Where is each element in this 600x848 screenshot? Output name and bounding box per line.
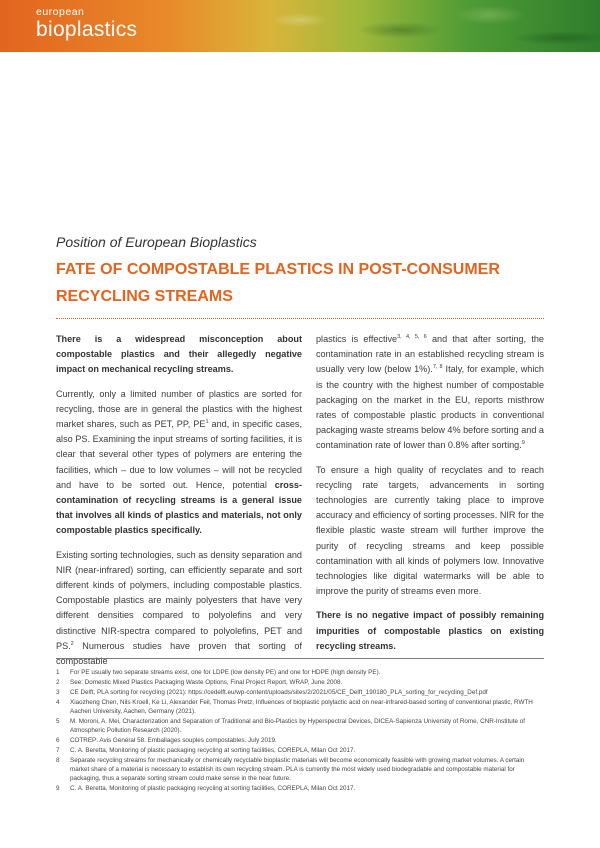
footnote — [56, 746, 544, 755]
footnote — [56, 717, 544, 735]
footnote-text: See: Domestic Mixed Plastics Packaging Waste Options, Final Project Report, WRAP, June 2008. — [70, 679, 343, 686]
footnote-text: C. A. Beretta, Monitoring of plastic packaging recycling at sorting facilities, COREPLA, Milan Oct 2017. — [70, 747, 356, 754]
logo-line2: bioplastics — [36, 18, 138, 41]
footnote-text: COTREP: Avis Général 58. Emballages souples compostables. July 2019. — [70, 737, 277, 744]
footnote — [56, 678, 544, 687]
footnote-number: 7 — [56, 747, 60, 754]
paragraph-technologies — [56, 548, 302, 670]
doc-subtitle: Position of European Bioplastics — [56, 234, 257, 250]
paragraph-effective — [316, 332, 544, 454]
text-run: Currently, only a limited number of plastics are sorted for recycling, those are in general the plastics with the highest market shares, such as PET, PP, PE — [56, 388, 302, 430]
paragraph-quality: To ensure a high quality of recyclates and to reach recycling rate targets, advancements in sorting technologies are currently taking place to improve accuracy and efficiency of sorting processes. NIR for the flexible plastic waste stream will further improve the purity of recycling streams and keep possible contamination with all kinds of polymers low. Innovative technologies like digital watermarks will be able to improve the purity of streams even more. — [316, 464, 544, 597]
footnote-rule — [56, 658, 544, 659]
footnote-ref: 7, 8 — [432, 364, 443, 371]
intro-paragraph: There is a widespread misconception about compostable plastics and their allegedly negative impact on mechanical recycling streams. — [56, 334, 302, 375]
footnote-number: 1 — [56, 669, 60, 676]
footnote-number: 9 — [56, 785, 60, 792]
footnote-number: 2 — [56, 679, 60, 686]
title-divider — [56, 318, 544, 319]
leaves-image — [240, 0, 600, 52]
footnote-text: C. A. Beretta, Monitoring of plastic packaging recycling at sorting facilities, COREPLA, Milan Oct 2017. — [70, 785, 356, 792]
header-banner — [0, 0, 600, 52]
bold-run: cross-contamination of recycling streams is a general issue that involves all kinds of plastics and materials, not only compostable plastics specifically. — [56, 479, 302, 536]
footnote-text: For PE usually two separate streams exist, one for LDPE (low density PE) and one for HDPE (high density PE). — [70, 669, 381, 676]
footnote — [56, 756, 544, 783]
footnote — [56, 736, 544, 745]
footnote — [56, 668, 544, 677]
text-run: plastics is effective — [316, 334, 398, 344]
logo-line1: european — [36, 6, 85, 18]
paragraph-sorting — [56, 387, 302, 539]
footnote-number: 8 — [56, 757, 60, 764]
left-column — [56, 332, 302, 678]
conclusion-paragraph: There is no negative impact of possibly remaining impurities of compostable plastics on existing recycling streams. — [316, 610, 544, 651]
footnote-number: 5 — [56, 718, 60, 725]
text-run: Existing sorting technologies, such as density separation and NIR (near-infrared) sorting, can efficiently separate and sort different kinds of polymers, including compostable plastics. Compostable plastics are mainly polyesters that have very different densities compared to polyolefins and very distinctive NIR-spectra compared to polyolefins, PET and PS. — [56, 549, 302, 651]
text-run: and that after sorting, the contamination rate in an established recycling stream is usually very low (below 1%). — [316, 334, 544, 375]
footnote-ref: 1 — [205, 418, 209, 425]
footnote-number: 6 — [56, 737, 60, 744]
text-run: Numerous studies have proven that sorting of compostable — [56, 640, 302, 667]
doc-title: FATE OF COMPOSTABLE PLASTICS IN POST-CONSUMER RECYCLING STREAMS — [56, 261, 500, 305]
footnote — [56, 698, 544, 716]
footnote-text: CE Delft, PLA sorting for recycling (2021): https://cedelft.eu/wp-content/uploads/sites/2/2021/05/CE_Delft_190180_PLA_sorting_for_recycling_Def.pdf — [70, 689, 488, 696]
footnote-number: 4 — [56, 699, 60, 706]
footnote-ref: 9 — [521, 440, 525, 447]
text-run: Italy, for example, which is the country with the highest number of compostable packaging on the market in the EU, reports misthrow rates of compostable plastic products in conventional packaging waste streams below 4% before sorting and a contamination rate of lower than 0.8% after sorting. — [316, 364, 544, 451]
footnote — [56, 688, 544, 697]
footnote-number: 3 — [56, 689, 60, 696]
footnote-text: M. Moroni, A. Mei, Characterization and Separation of Traditional and Bio-Plastics by Hyperspectral Devices, DICEA-Sapienza University of Rome, CNR-Institute of Atmospheric Pollution Research (2020). — [70, 718, 525, 734]
footnotes — [56, 668, 544, 794]
text-run: and, in specific cases, also PS. Examining the input streams of sorting facilities, it is clear that several other types of polymers are entering the facilities, which – due to low volumes – will not be recycled and have to be sorted out. Hence, potential — [56, 419, 303, 490]
footnote-ref: 3, 4, 5, 6 — [397, 333, 427, 340]
footnote-text: Separate recycling streams for mechanically or chemically recyclable bioplastic materials will become economically feasible with growing market volumes. A certain market share of a material is necessary to establish its own recycling stream. PLA is currently the most widely used biodegradable and compostable material for packaging, thus a separate sorting stream could make sense in the near future. — [70, 757, 525, 782]
footnote — [56, 784, 544, 793]
right-column — [316, 332, 544, 663]
logo — [36, 6, 137, 42]
footnote-ref: 2 — [70, 640, 74, 647]
footnote-text: Xiaozheng Chen, Nils Kroell, Ke Li, Alexander Feil, Thomas Pretz, Influences of bioplastic polylactic acid on near-infrared-based sorting of conventional plastic, RWTH Aachen University, Aachen, Germany (2021). — [70, 699, 533, 715]
